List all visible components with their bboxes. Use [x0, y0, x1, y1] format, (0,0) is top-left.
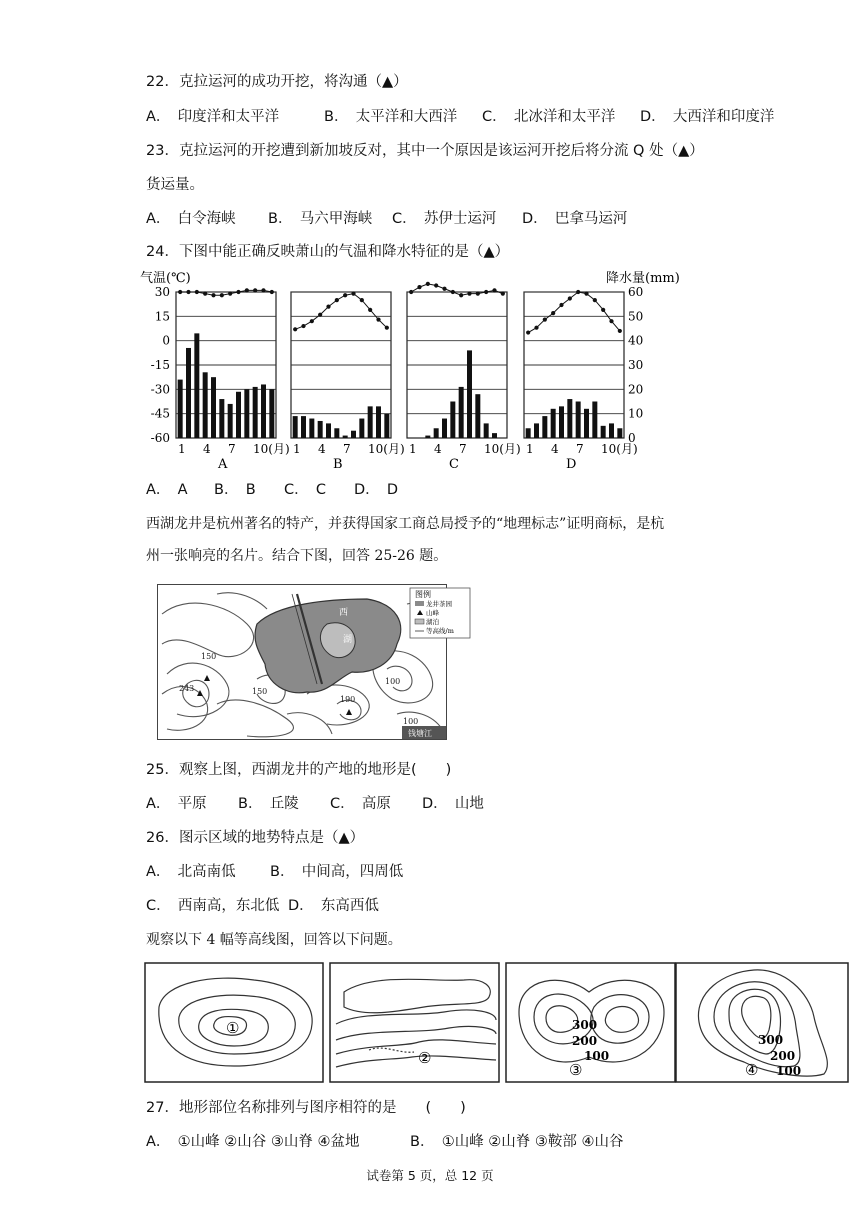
q24-option-d[interactable]: D． D: [354, 482, 399, 498]
q23-options: [146, 209, 627, 229]
temp-point: [543, 317, 547, 321]
temp-point: [195, 290, 199, 294]
q27-stem: 27．地形部位名称排列与图序相符的是 ( ): [146, 1100, 466, 1116]
precip-bar: [584, 409, 589, 438]
precip-bar: [253, 387, 258, 438]
q22-option-a[interactable]: A． 印度洋和太平洋: [146, 109, 280, 125]
contour-label: 100: [403, 717, 419, 726]
contour-label: 190: [340, 695, 356, 704]
panel-label-C: C: [449, 457, 459, 472]
month-tick-label: 1: [526, 442, 534, 456]
precip-bar: [261, 384, 266, 438]
precip-bar: [236, 392, 241, 438]
temp-point: [434, 283, 438, 287]
month-tick-label: 10(月): [601, 442, 638, 456]
climate-panels: [176, 282, 638, 472]
precip-bar: [293, 416, 298, 438]
temp-point: [301, 324, 305, 328]
temp-axis-title: 气温(℃): [140, 271, 191, 286]
precip-bar: [475, 394, 480, 438]
temp-point: [451, 290, 455, 294]
contour-map-4: [676, 963, 848, 1082]
temp-point: [385, 326, 389, 330]
q24-stem: 24．下图中能正确反映萧山的气温和降水特征的是（▲）: [146, 244, 510, 260]
legend-item: 山峰: [426, 609, 439, 617]
precip-bar: [334, 428, 339, 438]
precip-bar: [376, 406, 381, 438]
q26-stem: 26．图示区域的地势特点是（▲）: [146, 830, 365, 846]
q25-option-a[interactable]: A． 平原: [146, 796, 207, 812]
q26-option-a[interactable]: A． 北高南低: [146, 864, 236, 880]
precip-bar: [343, 436, 348, 438]
temp-point: [426, 282, 430, 286]
precip-bar: [219, 399, 224, 438]
q25-options: [146, 794, 484, 814]
legend-item: 龙井茶园: [426, 600, 452, 608]
page-footer: 试卷第 5 页，总 12 页: [366, 1168, 494, 1183]
legend-title: 图例: [415, 590, 431, 599]
temp-point: [310, 319, 314, 323]
precip-tick-label: 40: [628, 333, 644, 348]
map-lake-char-1: 西: [339, 608, 349, 618]
temp-point: [601, 308, 605, 312]
month-tick-label: 4: [203, 442, 211, 456]
month-tick-label: 4: [551, 442, 559, 456]
map3-value-300: 300: [572, 1018, 598, 1032]
precip-bar: [211, 377, 216, 438]
precip-bar: [559, 406, 564, 438]
precip-bar: [592, 402, 597, 439]
precip-bar: [186, 348, 191, 438]
temp-point: [476, 292, 480, 296]
map4-value-100: 100: [776, 1064, 802, 1078]
temp-point: [245, 288, 249, 292]
q26-option-d[interactable]: D． 东高西低: [288, 898, 379, 914]
temp-point: [253, 288, 257, 292]
month-tick-label: 7: [343, 442, 351, 456]
precip-bar: [442, 419, 447, 438]
temp-point: [261, 288, 265, 292]
precip-bar: [567, 399, 572, 438]
temp-point: [409, 290, 413, 294]
q22-option-b[interactable]: B． 太平洋和大西洋: [324, 109, 458, 125]
temp-point: [236, 290, 240, 294]
temp-point: [211, 293, 215, 297]
q26-option-c[interactable]: C． 西南高，东北低: [146, 898, 280, 914]
precip-bar: [309, 419, 314, 438]
temp-point: [326, 305, 330, 309]
precip-tick-label: 30: [628, 358, 644, 372]
precip-bar: [450, 402, 455, 439]
precip-tick-label: 0: [628, 431, 636, 445]
month-tick-label: 4: [434, 442, 442, 456]
month-tick-label: 10(月): [253, 442, 290, 456]
temp-point: [203, 292, 207, 296]
contour-map-3: [506, 963, 675, 1082]
temp-point: [442, 287, 446, 291]
precip-bar: [228, 404, 233, 438]
month-tick-label: 7: [459, 442, 467, 456]
temp-point: [318, 313, 322, 317]
precip-bar: [601, 426, 606, 438]
precip-bar: [194, 333, 199, 438]
temp-point: [228, 292, 232, 296]
precip-bar: [542, 416, 547, 438]
precip-bar: [576, 402, 581, 439]
temp-point: [467, 292, 471, 296]
temp-point: [178, 290, 182, 294]
temp-point: [551, 311, 555, 315]
month-tick-label: 1: [178, 442, 186, 456]
month-tick-label: 1: [409, 442, 417, 456]
temp-point: [559, 303, 563, 307]
precip-bar: [492, 433, 497, 438]
precip-bar: [526, 428, 531, 438]
q26-option-b[interactable]: B． 中间高，四周低: [270, 864, 404, 880]
q25-option-c[interactable]: C． 高原: [330, 796, 391, 812]
precip-tick-label: 60: [628, 285, 644, 299]
q26-options-row1: [146, 862, 403, 882]
west-lake-map: [157, 584, 454, 740]
precip-bar: [244, 389, 249, 438]
temp-point: [368, 308, 372, 312]
temp-tick-label: -15: [150, 358, 170, 372]
month-tick-label: 10(月): [484, 442, 521, 456]
map-lake-char-2: 湖: [343, 635, 353, 645]
month-tick-label: 7: [228, 442, 236, 456]
precip-bar: [425, 436, 430, 438]
temp-point: [335, 298, 339, 302]
temp-tick-label: -30: [150, 382, 170, 397]
climate-panel-D: [524, 290, 638, 472]
temp-point: [376, 317, 380, 321]
temp-point: [270, 290, 274, 294]
q23-option-c[interactable]: C． 苏伊士运河: [392, 211, 497, 227]
map3-value-200: 200: [572, 1034, 598, 1048]
panel-label-D: D: [566, 457, 577, 472]
precip-tick-label: 10: [628, 406, 644, 421]
contour-label: 100: [385, 677, 401, 686]
precip-bar: [326, 423, 331, 438]
precip-bar: [467, 350, 472, 438]
precip-bar: [351, 431, 356, 438]
q25-option-b[interactable]: B． 丘陵: [238, 796, 299, 812]
panel-label-A: A: [218, 457, 228, 472]
q27-options: [146, 1132, 624, 1152]
precip-bar: [359, 419, 364, 438]
precip-bar: [534, 423, 539, 438]
climate-panel-A: [176, 288, 290, 472]
temp-point: [351, 292, 355, 296]
month-tick-label: 4: [318, 442, 326, 456]
temp-point: [484, 290, 488, 294]
temp-point: [343, 293, 347, 297]
contour-map-2: [330, 963, 499, 1082]
temp-tick-label: -45: [150, 406, 170, 421]
precip-bar: [617, 428, 622, 438]
map-label-3: ③: [569, 1061, 583, 1079]
precip-bar: [459, 387, 464, 438]
precip-bar: [434, 428, 439, 438]
temp-point: [220, 293, 224, 297]
precip-bar: [301, 416, 306, 438]
precip-bar: [178, 380, 183, 438]
temp-point: [360, 298, 364, 302]
q22-options: [146, 107, 774, 127]
climate-panel-B: [291, 292, 405, 472]
temp-tick-labels: [151, 285, 170, 445]
panel-label-B: B: [333, 457, 343, 472]
q25-option-d[interactable]: D． 山地: [422, 796, 484, 812]
q23-option-a[interactable]: A． 白令海峡: [146, 211, 236, 227]
precip-bar: [318, 421, 323, 438]
intro-27: 观察以下 4 幅等高线图，回答以下问题。: [146, 932, 402, 948]
precip-bar: [484, 423, 489, 438]
precip-bar: [368, 406, 373, 438]
climate-panel-C: [407, 282, 521, 472]
month-tick-label: 7: [576, 442, 584, 456]
contour-label: 150: [201, 652, 217, 661]
precip-bar: [609, 423, 614, 438]
q24-option-c[interactable]: C． C: [284, 482, 326, 498]
q22-option-c[interactable]: C． 北冰洋和太平洋: [482, 109, 616, 125]
q23-option-d[interactable]: D． 巴拿马运河: [522, 211, 628, 227]
map4-value-300: 300: [758, 1033, 784, 1047]
map3-value-100: 100: [584, 1049, 610, 1063]
contour-label: 150: [252, 687, 268, 696]
temp-point: [501, 292, 505, 296]
temp-point: [618, 329, 622, 333]
temp-point: [584, 292, 588, 296]
temp-point: [492, 288, 496, 292]
precip-tick-labels: [628, 285, 643, 445]
temp-tick-label: 15: [154, 309, 170, 324]
q22-option-d[interactable]: D． 大西洋和印度洋: [640, 109, 775, 125]
q23-option-b[interactable]: B． 马六甲海峡: [268, 211, 373, 227]
q27-option-b[interactable]: B． ①山峰 ②山脊 ③鞍部 ④山谷: [410, 1134, 624, 1150]
climate-chart: [140, 266, 680, 472]
temp-point: [526, 330, 530, 334]
precip-bar: [269, 389, 274, 438]
map-label-1: ①: [226, 1019, 240, 1037]
temp-point: [568, 296, 572, 300]
map-legend: [410, 588, 470, 638]
map-label-2: ②: [418, 1049, 432, 1067]
temp-tick-label: 30: [154, 285, 170, 299]
q25-stem: 25．观察上图，西湖龙井的产地的地形是( ): [146, 762, 452, 778]
q27-option-a[interactable]: A． ①山峰 ②山谷 ③山脊 ④盆地: [146, 1134, 360, 1150]
intro-25-26-line1: 西湖龙井是杭州著名的特产，并获得国家工商总局授予的“地理标志”证明商标，是杭: [146, 516, 665, 532]
q23-stem-cont: 货运量。: [146, 177, 204, 193]
q22-stem: 22．克拉运河的成功开挖，将沟通（▲）: [146, 74, 408, 90]
temp-point: [593, 298, 597, 302]
month-tick-label: 10(月): [368, 442, 405, 456]
q26-options-row2: [146, 896, 379, 916]
temp-point: [417, 285, 421, 289]
q24-option-b[interactable]: B． B: [214, 482, 256, 498]
intro-25-26-line2: 州一张响亮的名片。结合下图，回答 25-26 题。: [146, 548, 448, 564]
temp-point: [459, 293, 463, 297]
map4-value-200: 200: [770, 1049, 796, 1063]
legend-item: 湖泊: [426, 618, 439, 626]
q24-options: [146, 480, 398, 500]
q23-stem: 23．克拉运河的开挖遭到新加坡反对，其中一个原因是该运河开挖后将分流 Q 处（▲）: [146, 143, 704, 159]
precip-bar: [203, 372, 208, 438]
temp-tick-label: -60: [150, 431, 170, 445]
precip-bar: [384, 414, 389, 438]
temp-point: [293, 327, 297, 331]
river-label: 钱塘江: [408, 729, 432, 738]
temp-point: [534, 326, 538, 330]
legend-item: 等高线/m: [426, 627, 454, 635]
month-tick-label: 1: [293, 442, 301, 456]
precip-axis-title: 降水量(mm): [606, 271, 680, 286]
temp-point: [186, 290, 190, 294]
legend-tea-swatch: [415, 601, 424, 606]
contour-map-1: [145, 963, 323, 1082]
q24-option-a[interactable]: A． A: [146, 482, 188, 498]
temp-point: [576, 290, 580, 294]
precip-tick-label: 20: [628, 382, 644, 397]
temp-tick-label: 0: [162, 333, 170, 348]
map-label-4: ④: [745, 1061, 759, 1079]
legend-lake-swatch: [415, 619, 424, 624]
precip-bar: [551, 409, 556, 438]
contour-maps: [144, 962, 854, 1086]
temp-point: [609, 319, 613, 323]
contour-label: 243: [179, 684, 195, 693]
precip-tick-label: 50: [628, 309, 644, 324]
